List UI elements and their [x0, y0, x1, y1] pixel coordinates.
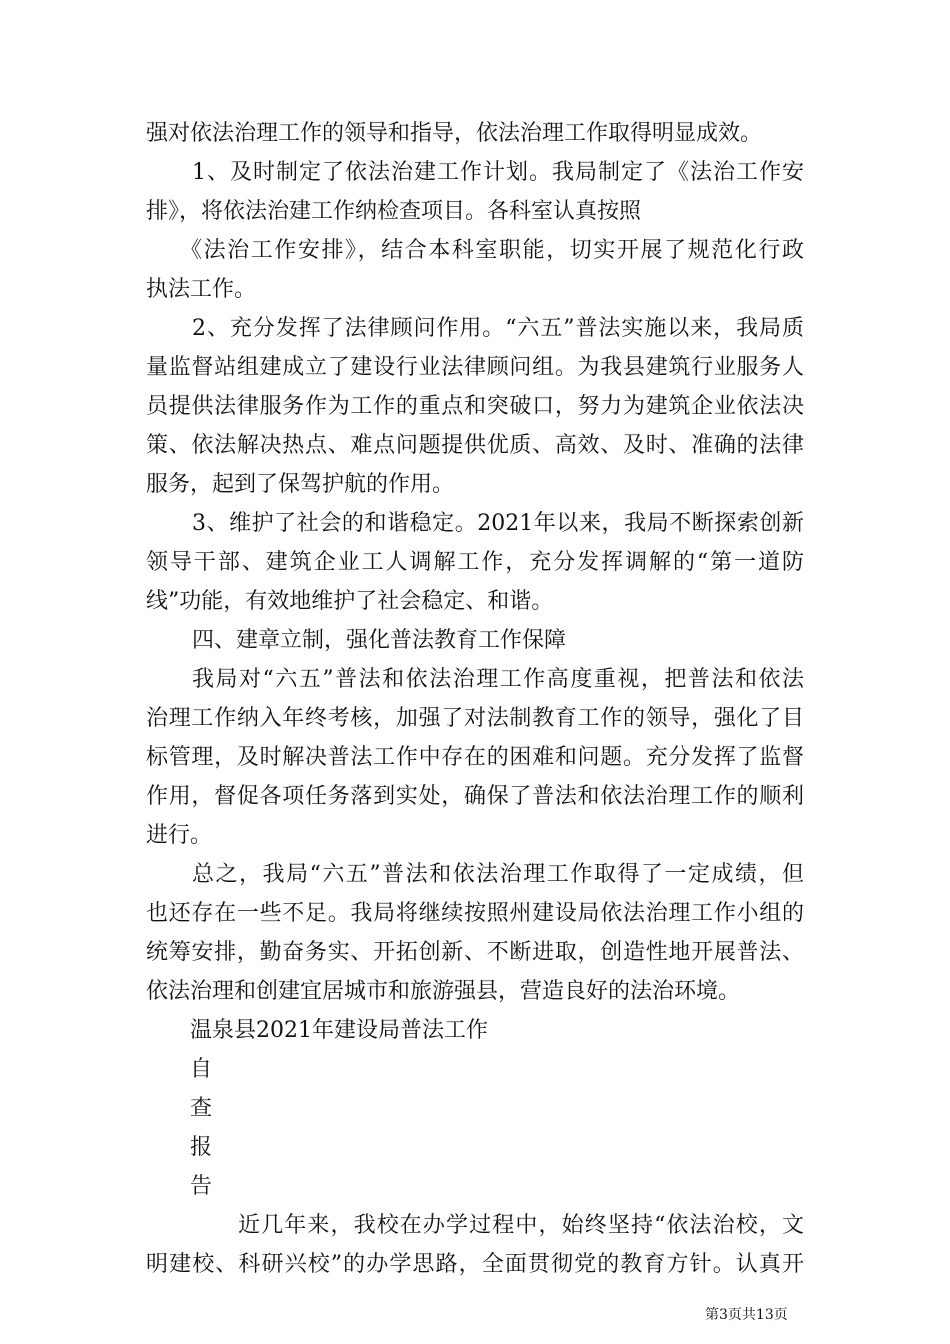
report-title-char: 报 [190, 1135, 213, 1160]
text-line: 依法治理和创建宜居城市和旅游强县，营造良好的法治环境。 [146, 979, 741, 1004]
text-line: 我局对“六五”普法和依法治理工作高度重视，把普法和依法 [192, 667, 804, 692]
text-line: 执法工作。 [146, 277, 257, 302]
text-line: 总之，我局“六五”普法和依法治理工作取得了一定成绩，但 [192, 862, 804, 887]
text-line: 统筹安排，勤奋务实、开拓创新、不断进取，创造性地开展普法、 [146, 940, 804, 965]
text-line: 《法治工作安排》，结合本科室职能，切实开展了规范化行政 [180, 238, 804, 263]
text-line: 3、维护了社会的和谐稳定。2021年以来，我局不断探索创新 [192, 511, 804, 536]
report-title-char: 告 [190, 1174, 213, 1199]
text-line: 治理工作纳入年终考核，加强了对法制教育工作的领导，强化了目 [146, 706, 804, 731]
text-line: 策、依法解决热点、难点问题提供优质、高效、及时、准确的法律 [146, 433, 804, 458]
text-line: 标管理，及时解决普法工作中存在的困难和问题。充分发挥了监督 [146, 745, 804, 770]
text-line: 量监督站组建成立了建设行业法律顾问组。为我县建筑行业服务人 [146, 355, 804, 380]
report-title-char: 自 [190, 1057, 213, 1082]
text-line: 领导干部、建筑企业工人调解工作，充分发挥调解的“第一道防 [146, 550, 804, 575]
text-line: 也还存在一些不足。我局将继续按照州建设局依法治理工作小组的 [146, 901, 804, 926]
section-heading: 四、建章立制，强化普法教育工作保障 [192, 628, 567, 653]
page-number: 第3页共13页 [705, 1307, 788, 1323]
text-line: 1、及时制定了依法治建工作计划。我局制定了《法治工作安 [192, 160, 804, 185]
text-line: 作用，督促各项任务落到实处，确保了普法和依法治理工作的顺利 [146, 784, 804, 809]
text-line: 近几年来，我校在办学过程中，始终坚持“依法治校，文 [238, 1213, 804, 1238]
text-line: 明建校、科研兴校”的办学思路，全面贯彻党的教育方针。认真开 [146, 1252, 804, 1277]
text-line: 进行。 [146, 823, 213, 848]
text-line: 强对依法治理工作的领导和指导，依法治理工作取得明显成效。 [146, 121, 763, 146]
text-line: 员提供法律服务作为工作的重点和突破口，努力为建筑企业依法决 [146, 394, 804, 419]
report-title: 温泉县2021年建设局普法工作 [190, 1018, 488, 1043]
text-line: 服务，起到了保驾护航的作用。 [146, 472, 455, 497]
report-title-char: 查 [190, 1096, 213, 1121]
text-line: 排》，将依法治建工作纳检查项目。各科室认真按照 [146, 199, 642, 224]
text-line: 线”功能，有效地维护了社会稳定、和谐。 [146, 589, 554, 614]
text-line: 2、充分发挥了法律顾问作用。“六五”普法实施以来，我局质 [192, 316, 804, 341]
